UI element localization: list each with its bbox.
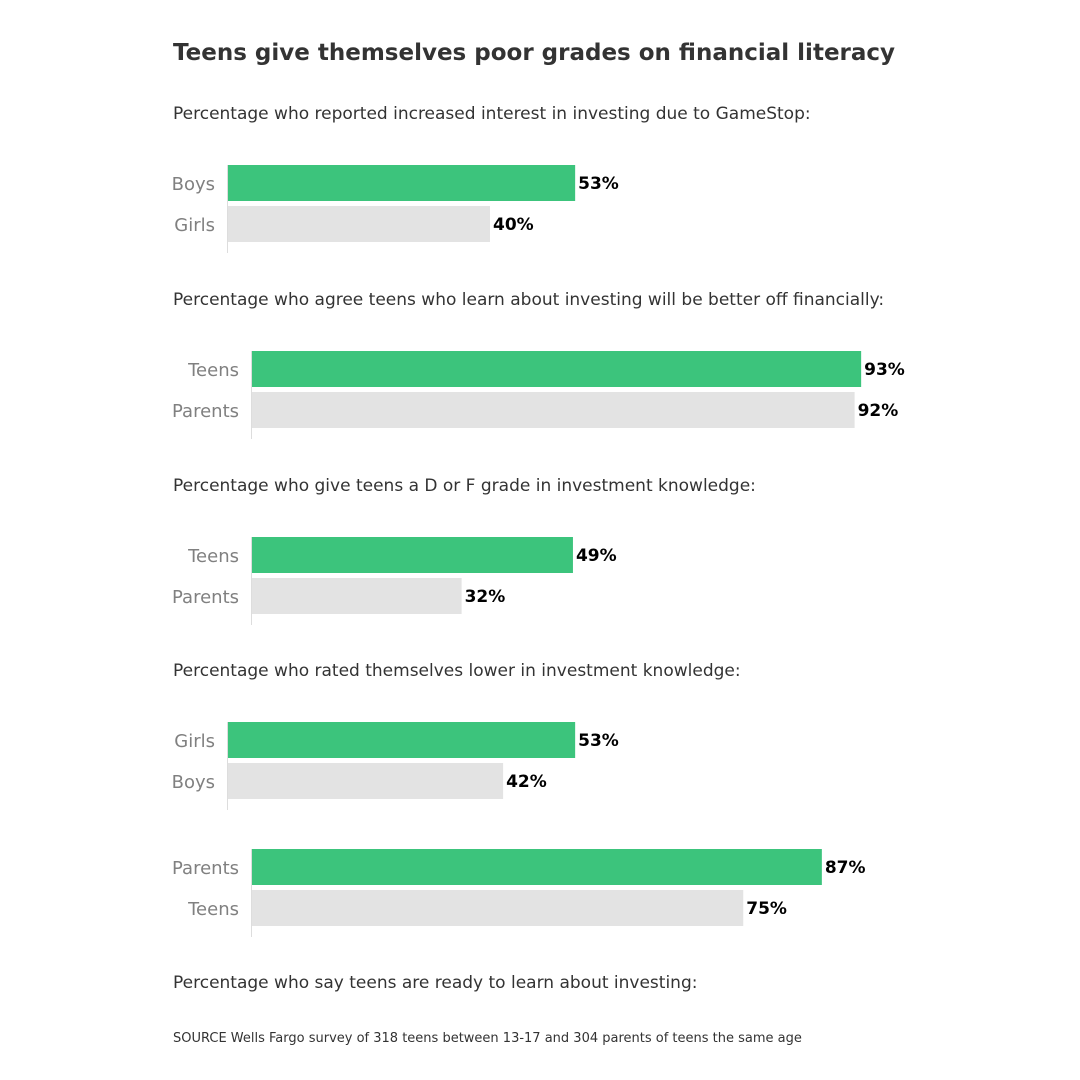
value-label: 53% [578, 174, 619, 194]
category-label: Girls [174, 215, 215, 236]
bar-girls [228, 206, 490, 242]
value-label: 49% [575, 546, 617, 566]
chart-subtitle: Percentage who reported increased interest in investing due to GameStop: [173, 104, 811, 124]
charts-group [172, 104, 905, 993]
value-label: 42% [506, 772, 547, 792]
value-label: 75% [746, 899, 787, 919]
chart-subtitle: Percentage who agree teens who learn about investing will be better off financially: [173, 290, 885, 310]
category-label: Parents [172, 858, 239, 879]
category-label: Teens [188, 899, 239, 920]
chart-subtitle: Percentage who give teens a D or F grade in investment knowledge: [173, 476, 756, 496]
chart-panel-2 [172, 290, 905, 439]
category-label: Parents [172, 401, 239, 422]
bar-teens [252, 351, 861, 387]
category-label: Teens [188, 360, 239, 381]
category-label: Girls [174, 731, 215, 752]
bar-teens [252, 890, 743, 926]
category-label: Parents [172, 587, 239, 608]
chart-title: Teens give themselves poor grades on financial literacy [173, 40, 896, 66]
bar-boys [228, 165, 575, 201]
chart-panel-3 [172, 476, 756, 625]
category-label: Boys [171, 772, 215, 793]
value-label: 93% [864, 360, 905, 380]
bar-boys [228, 763, 503, 799]
value-label: 40% [493, 215, 534, 235]
source-note: SOURCE Wells Fargo survey of 318 teens between 13-17 and 304 parents of teens the same age [173, 1031, 802, 1046]
bar-teens [252, 537, 573, 573]
category-label: Boys [171, 174, 215, 195]
value-label: 53% [578, 731, 619, 751]
value-label: 32% [464, 587, 506, 607]
chart-panel-4 [172, 661, 741, 810]
value-label: 92% [857, 401, 899, 421]
chart-panel-5 [172, 849, 866, 993]
chart-panel-1 [172, 104, 811, 253]
chart-subtitle: Percentage who say teens are ready to learn about investing: [173, 973, 698, 993]
bar-parents [252, 578, 462, 614]
bar-parents [252, 392, 855, 428]
bar-girls [228, 722, 575, 758]
category-label: Teens [188, 546, 239, 567]
bar-parents [252, 849, 822, 885]
value-label: 87% [824, 858, 866, 878]
chart-subtitle: Percentage who rated themselves lower in investment knowledge: [173, 661, 741, 681]
